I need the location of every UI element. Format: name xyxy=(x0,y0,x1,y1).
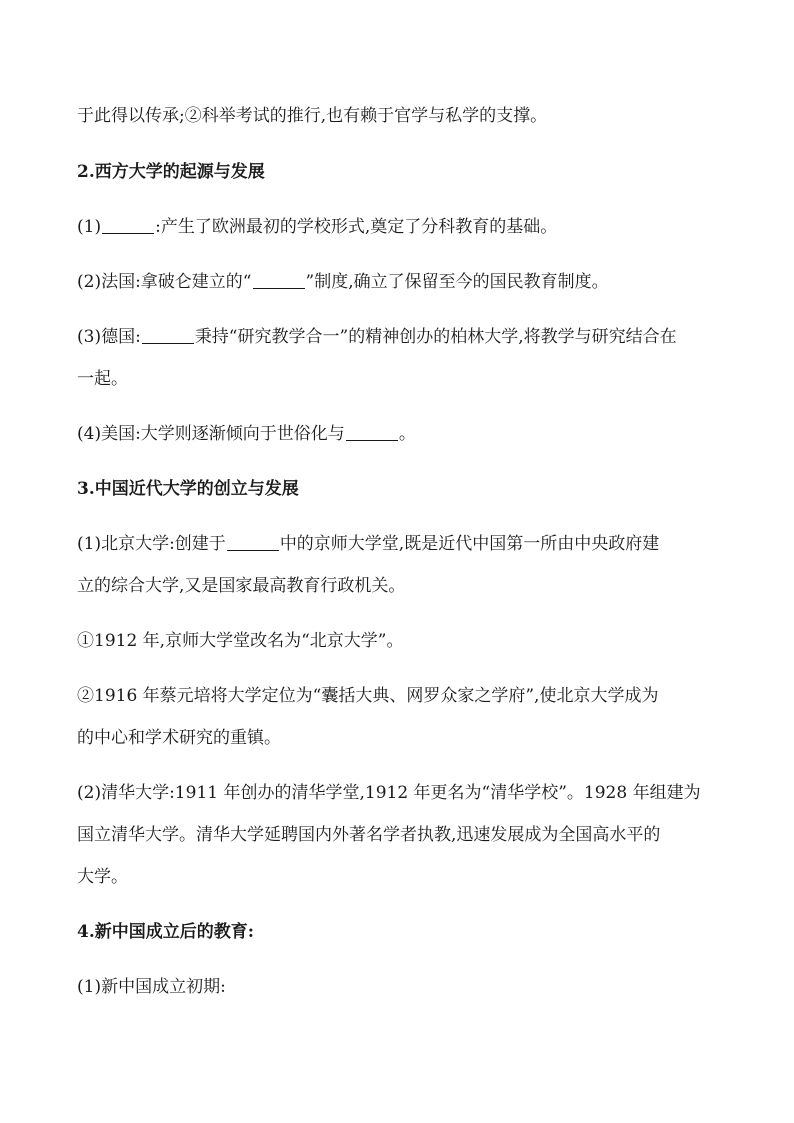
intro-text: 于此得以传承;②科举考试的推行,也有赖于官学与私学的支撑。 xyxy=(77,106,548,126)
intro-line xyxy=(77,104,547,128)
section-2-item-3-cont: 一起。 xyxy=(77,369,128,389)
fill-in-blank[interactable] xyxy=(142,327,194,344)
item-suffix: 。 xyxy=(398,424,416,444)
item-suffix: 中的京师大学堂,既是近代中国第一所由中央政府建 xyxy=(279,534,660,554)
section-3-item-1 xyxy=(77,532,659,556)
item-prefix: (3)德国: xyxy=(77,327,141,347)
item-prefix: (1)北京大学:创建于 xyxy=(77,534,226,554)
item-prefix: (2)法国:拿破仑建立的“ xyxy=(77,272,252,292)
fill-in-blank[interactable] xyxy=(346,424,398,441)
fill-in-blank[interactable] xyxy=(227,534,279,551)
section-3-item-1-cont: 立的综合大学,又是国家最高教育行政机关。 xyxy=(77,576,406,596)
fill-in-blank[interactable] xyxy=(253,272,305,289)
section-2-heading: 2.西方大学的起源与发展 xyxy=(77,162,265,182)
section-3-heading: 3.中国近代大学的创立与发展 xyxy=(77,479,299,499)
section-2-item-4 xyxy=(77,422,416,446)
section-3-sub-1: ①1912 年,京师大学堂改名为“北京大学”。 xyxy=(77,631,404,651)
section-2-item-3 xyxy=(77,325,677,349)
section-4-heading: 4.新中国成立后的教育: xyxy=(77,922,255,942)
section-2-item-2 xyxy=(77,270,609,294)
section-3-item-2-cont-1: 国立清华大学。清华大学延聘国内外著名学者执教,迅速发展成为全国高水平的 xyxy=(77,825,661,845)
section-3-item-2: (2)清华大学:1911 年创办的清华学堂,1912 年更名为“清华学校”。1928 年组建为 xyxy=(77,783,701,803)
section-3-sub-2-cont: 的中心和学术研究的重镇。 xyxy=(77,728,281,748)
fill-in-blank[interactable] xyxy=(102,217,154,234)
item-suffix: 秉持“研究教学合一”的精神创办的柏林大学,将教学与研究结合在 xyxy=(194,327,677,347)
item-prefix: (4)美国:大学则逐渐倾向于世俗化与 xyxy=(77,424,345,444)
section-2-item-1 xyxy=(77,215,557,239)
item-suffix: ”制度,确立了保留至今的国民教育制度。 xyxy=(305,272,609,292)
item-prefix: (1) xyxy=(77,217,102,237)
section-3-item-2-cont-2: 大学。 xyxy=(77,867,128,887)
section-3-sub-2: ②1916 年蔡元培将大学定位为“囊括大典、网罗众家之学府”,使北京大学成为 xyxy=(77,686,659,706)
section-4-item-1: (1)新中国成立初期: xyxy=(77,977,226,997)
item-suffix: :产生了欧洲最初的学校形式,奠定了分科教育的基础。 xyxy=(155,217,558,237)
